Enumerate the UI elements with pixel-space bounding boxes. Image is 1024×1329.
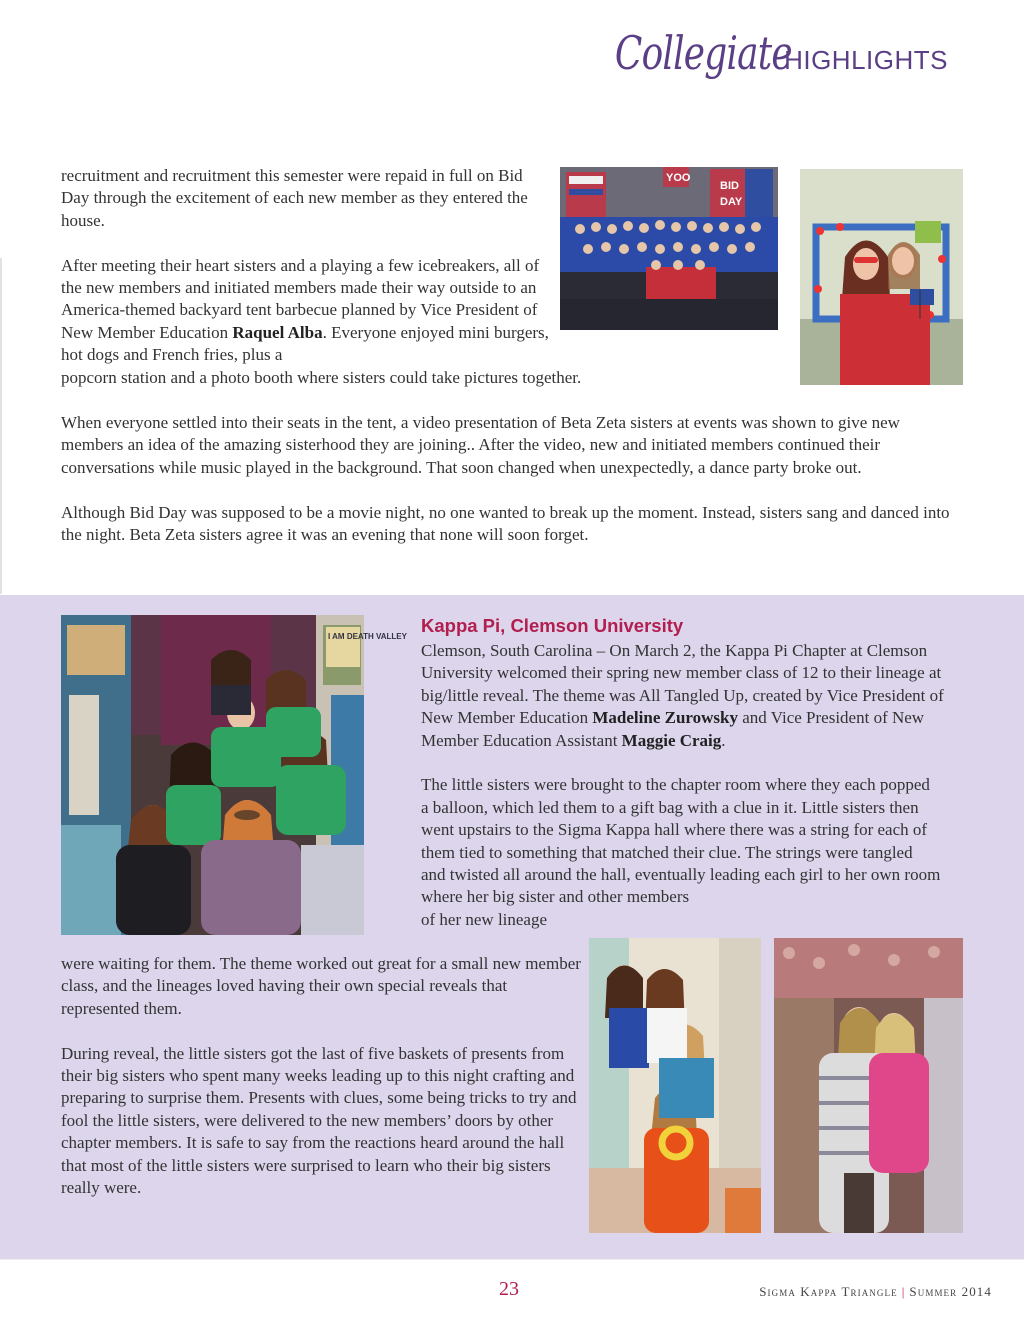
beta-zeta-wide-column (61, 412, 966, 546)
issue-label: Summer 2014 (909, 1284, 992, 1299)
header-section-title: HIGHLIGHTS (784, 45, 948, 75)
left-margin-rule (0, 258, 2, 594)
kappa-pi-stacked-sisters-photo (589, 938, 761, 1233)
kappa-pi-paragraph-2-wrap-line: of her new lineage (421, 909, 548, 929)
footer-rule (0, 1259, 1024, 1260)
kappa-pi-left-column (61, 953, 581, 1199)
kappa-pi-paragraph-3: During reveal, the little sisters got the last of five baskets of presents from their big sisters who spent many weeks leading up to this night crafting and preparing to surprise them. Presents with clues, some being tricks to try and fool the little sisters, were delivered to the new members’ doors by other chapter members. It is safe to say from the reactions heard around the hall that most of the little sisters were surprised to learn who their big sisters really were. (61, 1043, 577, 1198)
footer-publication (759, 1284, 992, 1300)
kappa-pi-paragraph-2-end: were waiting for them. The theme worked out great for a small new member class, and the lineages loved having their own special reveals that represented them. (61, 954, 581, 1018)
madeline-zurowsky-name: Madeline Zurowsky (592, 708, 738, 728)
page-header (565, 26, 948, 106)
beta-zeta-column (61, 165, 549, 367)
header-script-word: Collegiate (615, 26, 793, 80)
kappa-pi-paragraph-2-start: The little sisters were brought to the chapter room where they each popped a balloon, which led them to a gift bag with a clue in it. Little sisters then went upstairs to the Sigma Kappa hall where there was a string for each of them tied to something that matched their clue. The strings were tangled and twisted all around the hall, eventually leading each girl to her own room where her big sister and other members (421, 775, 941, 907)
kappa-pi-hug-photo (774, 938, 963, 1233)
beta-zeta-paragraph-1: recruitment and recruitment this semester were repaid in full on Bid Day through the excitement of each new member as they entered the house. (61, 166, 528, 230)
footer-separator: | (901, 1284, 906, 1299)
svg-text:DAY: DAY (720, 196, 743, 208)
publication-name: Sigma Kappa Triangle (759, 1284, 898, 1299)
raquel-alba-name: Raquel Alba (232, 322, 323, 342)
beta-zeta-paragraph-2-last-line: popcorn station and a photo booth where sisters could take pictures together. (61, 368, 582, 387)
kappa-pi-paragraph-1: Clemson, South Carolina – On March 2, the Kappa Pi Chapter at Clemson University welcomed their spring new member class of 12 to their lineage at big/little reveal. The theme was All Tangled Up, created by Vice President of New Member Education Madeline Zurowsky and Vice President of New Member Education Assistant Maggie Craig. (421, 641, 944, 750)
beta-zeta-paragraph-4: Although Bid Day was supposed to be a movie night, no one wanted to break up the moment. Instead, sisters sang and danced into the night. Beta Zeta sisters agree it was an evening that none will soon forget. (61, 502, 950, 545)
kappa-pi-group-photo (61, 615, 407, 935)
maggie-craig-name: Maggie Craig (621, 730, 722, 750)
svg-text:YOO: YOO (666, 172, 691, 184)
kappa-pi-right-column (421, 640, 966, 931)
page-number: 23 (499, 1278, 519, 1300)
svg-text:BID: BID (720, 180, 739, 192)
svg-text:I AM DEATH VALLEY: I AM DEATH VALLEY (328, 632, 407, 641)
beta-zeta-paragraph-3: When everyone settled into their seats in the tent, a video presentation of Beta Zeta sisters at events was shown to give new members an idea of the amazing sisterhood they are joining.. After the video, new and initiated members continued their conversations while music played in the background. That soon changed when unexpectedly, a dance party broke out. (61, 413, 900, 477)
kappa-pi-title: Kappa Pi, Clemson University (421, 615, 684, 636)
beta-zeta-paragraph-2: After meeting their heart sisters and a playing a few icebreakers, all of the new members and initiated members made their way outside to an America-themed backyard tent barbecue planned by Vice President of New Member Education Raquel Alba. Everyone enjoyed mini burgers, hot dogs and French fries, plus a (61, 255, 549, 365)
beta-zeta-group-photo (560, 167, 778, 330)
photo-booth-photo (800, 169, 963, 385)
